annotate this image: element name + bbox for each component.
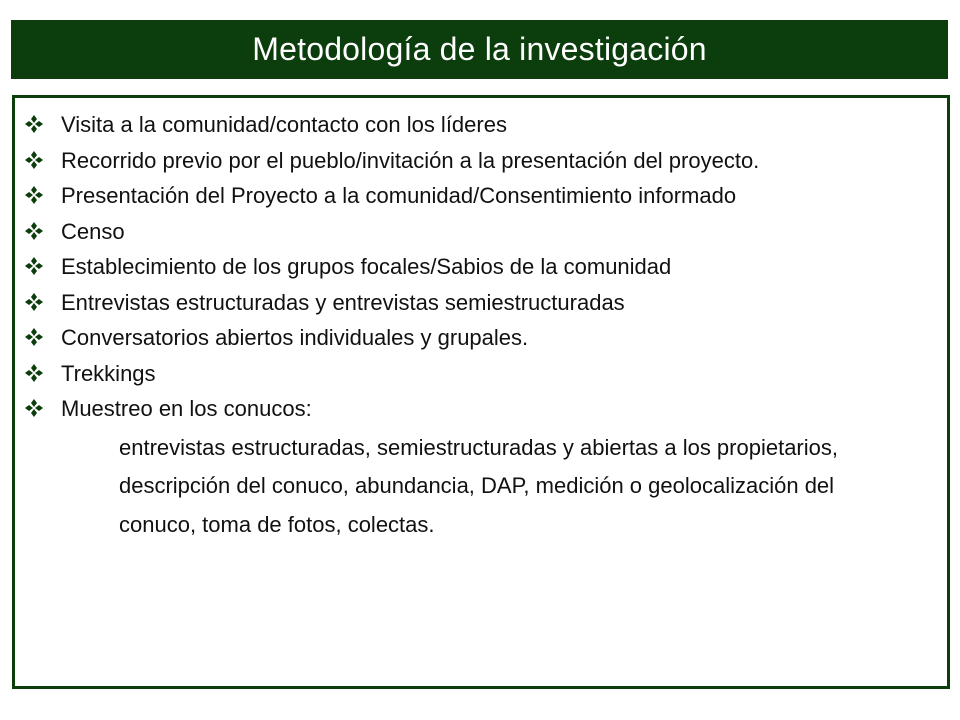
title-bar <box>11 20 948 79</box>
list-item <box>23 214 923 250</box>
bullet-list <box>23 107 923 544</box>
diamond-quad-icon <box>25 257 43 275</box>
list-item-text: Conversatorios abiertos individuales y grupales. <box>61 325 529 350</box>
list-item-text: Censo <box>61 218 125 244</box>
diamond-quad-icon <box>25 399 43 417</box>
list-item <box>23 107 923 143</box>
diamond-quad-icon <box>25 186 43 204</box>
list-item-text: Visita a la comunidad/contacto con los líderes <box>61 112 507 137</box>
list-item-text: Recorrido previo por el pueblo/invitación a la presentación del proyecto. <box>61 147 760 173</box>
list-item-text: Establecimiento de los grupos focales/Sabios de la comunidad <box>61 254 672 279</box>
list-item <box>23 143 923 179</box>
list-item <box>23 178 923 214</box>
diamond-quad-icon <box>25 115 43 133</box>
content-box <box>12 95 950 689</box>
list-item-subtext: entrevistas estructuradas, semiestructuradas y abiertas a los propietarios, descripción del conuco, abundancia, DAP, medición o geolocalización del conuco, toma de fotos, colectas. <box>119 434 838 537</box>
diamond-quad-icon <box>25 328 43 346</box>
diamond-quad-icon <box>25 222 43 240</box>
list-item-text: Trekkings <box>61 360 156 386</box>
list-item-text: Muestreo en los conucos: <box>61 396 312 421</box>
diamond-quad-icon <box>25 364 43 382</box>
list-item-text: Entrevistas estructuradas y entrevistas semiestructuradas <box>61 289 625 315</box>
list-item <box>23 356 923 392</box>
slide-title: Metodología de la investigación <box>252 31 707 67</box>
list-item <box>23 320 923 356</box>
diamond-quad-icon <box>25 293 43 311</box>
list-item-text: Presentación del Proyecto a la comunidad/Consentimiento informado <box>61 183 737 208</box>
diamond-quad-icon <box>25 151 43 169</box>
list-item <box>23 391 923 544</box>
list-item <box>23 249 923 285</box>
list-item <box>23 285 923 321</box>
